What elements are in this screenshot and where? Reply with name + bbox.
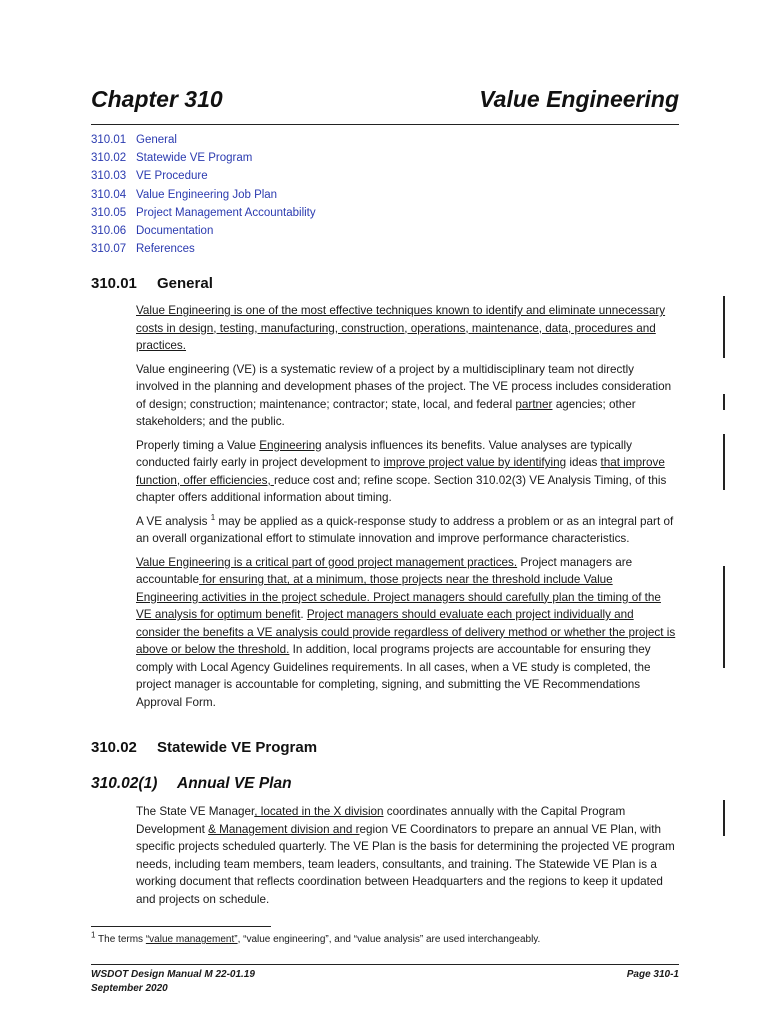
paragraph: Value Engineering is one of the most effective techniques known to identify and eliminate unnecessary costs in design, testing, manufacturing, construction, operations, maintenance, data, procedures and practices. xyxy=(136,304,666,352)
chapter-subject: Value Engineering xyxy=(479,86,679,112)
section-annual-ve-plan-body xyxy=(136,803,676,914)
section-heading-statewide-ve-program: 310.02 Statewide VE Program xyxy=(91,739,318,756)
footnote: $^1$ The terms “value management”, “value engineering”, and “value analysis” are used interchangeably. xyxy=(91,930,541,945)
paragraph: A VE analysis $^1$ may be applied as a quick-response study to address a problem or as an integral part of an overall organizational effort to stimulate innovation and improve performance characteristics. xyxy=(136,512,674,545)
toc-link-references[interactable]: 310.07 References xyxy=(91,243,195,256)
footer-manual-info xyxy=(91,968,255,996)
footer-manual: WSDOT Design Manual M 22-01.19 xyxy=(91,969,255,980)
change-bar xyxy=(723,296,725,358)
paragraph: The State VE Manager, located in the X division coordinates annually with the Capital Program Development & Management division and region VE Coordinators to prepare an annual VE Plan, with specific projects scheduled quarterly. The VE Plan is the basis for determining the projected VE program needs, including team members, team leaders, consultants, and training. The Statewide VE Plan is a working document that reflects coordination between Headquarters and the regions to keep it updated and projects on schedule. xyxy=(136,805,675,906)
change-bar xyxy=(723,394,725,410)
section-heading-general: 310.01 General xyxy=(91,275,213,292)
paragraph: Properly timing a Value Engineering analysis influences its benefits. Value analyses are typically conducted fairly early in project development to improve project value by identifying ideas that improve function, offer efficiencies, reduce cost and; refine scope. Section 310.02(3) VE Analysis Timing, of this chapter offers additional information about timing. xyxy=(136,438,667,504)
toc-link-ve-procedure[interactable]: 310.03 VE Procedure xyxy=(91,170,208,183)
footer-date: September 2020 xyxy=(91,983,168,994)
footnote-ref[interactable]: 1 xyxy=(210,512,216,522)
toc-link-job-plan[interactable]: 310.04 Value Engineering Job Plan xyxy=(91,188,278,201)
chapter-title: Chapter 310 xyxy=(91,86,223,112)
change-bar xyxy=(723,434,725,490)
footnote-divider xyxy=(91,926,271,927)
paragraph: Value Engineering is a critical part of good project management practices. Project managers are accountable for ensuring that, at a minimum, those projects near the threshold include Value Engineering activities in the project schedule. Project managers should carefully plan the timing of the VE analysis for optimum benefit. Project managers should evaluate each project individually and consider the benefits a VE analysis could provide regardless of delivery method or whether the project is above or below the threshold. In addition, local programs projects are accountable for ensuring they comply with Local Agency Guidelines requirements. In all cases, when a VE study is completed, the project manager is accountable for completing, signing, and submitting the VE Recommendations Approval Form. xyxy=(136,555,676,709)
footer-page-number: Page 310-1 xyxy=(626,969,679,980)
table-of-contents xyxy=(91,131,316,258)
change-bar xyxy=(723,800,725,836)
toc-link-general[interactable]: 310.01 General xyxy=(91,134,177,146)
toc-link-documentation[interactable]: 310.06 Documentation xyxy=(91,225,214,238)
toc-link-accountability[interactable]: 310.05 Project Management Accountability xyxy=(91,206,316,219)
chapter-header xyxy=(91,84,679,125)
change-bar xyxy=(723,566,725,668)
toc-link-statewide-ve-program[interactable]: 310.02 Statewide VE Program xyxy=(91,152,253,165)
section-general-body xyxy=(136,302,676,717)
paragraph: Value engineering (VE) is a systematic review of a project by a multidisciplinary team not directly involved in the planning and development phases of the project. The VE process includes consideration of design; construction; maintenance; contractor; state, local, and federal partner agencies; other stakeholders; and the public. xyxy=(136,362,672,428)
subsection-heading-annual-ve-plan: 310.02(1) Annual VE Plan xyxy=(91,775,292,792)
footer-divider xyxy=(91,964,679,965)
